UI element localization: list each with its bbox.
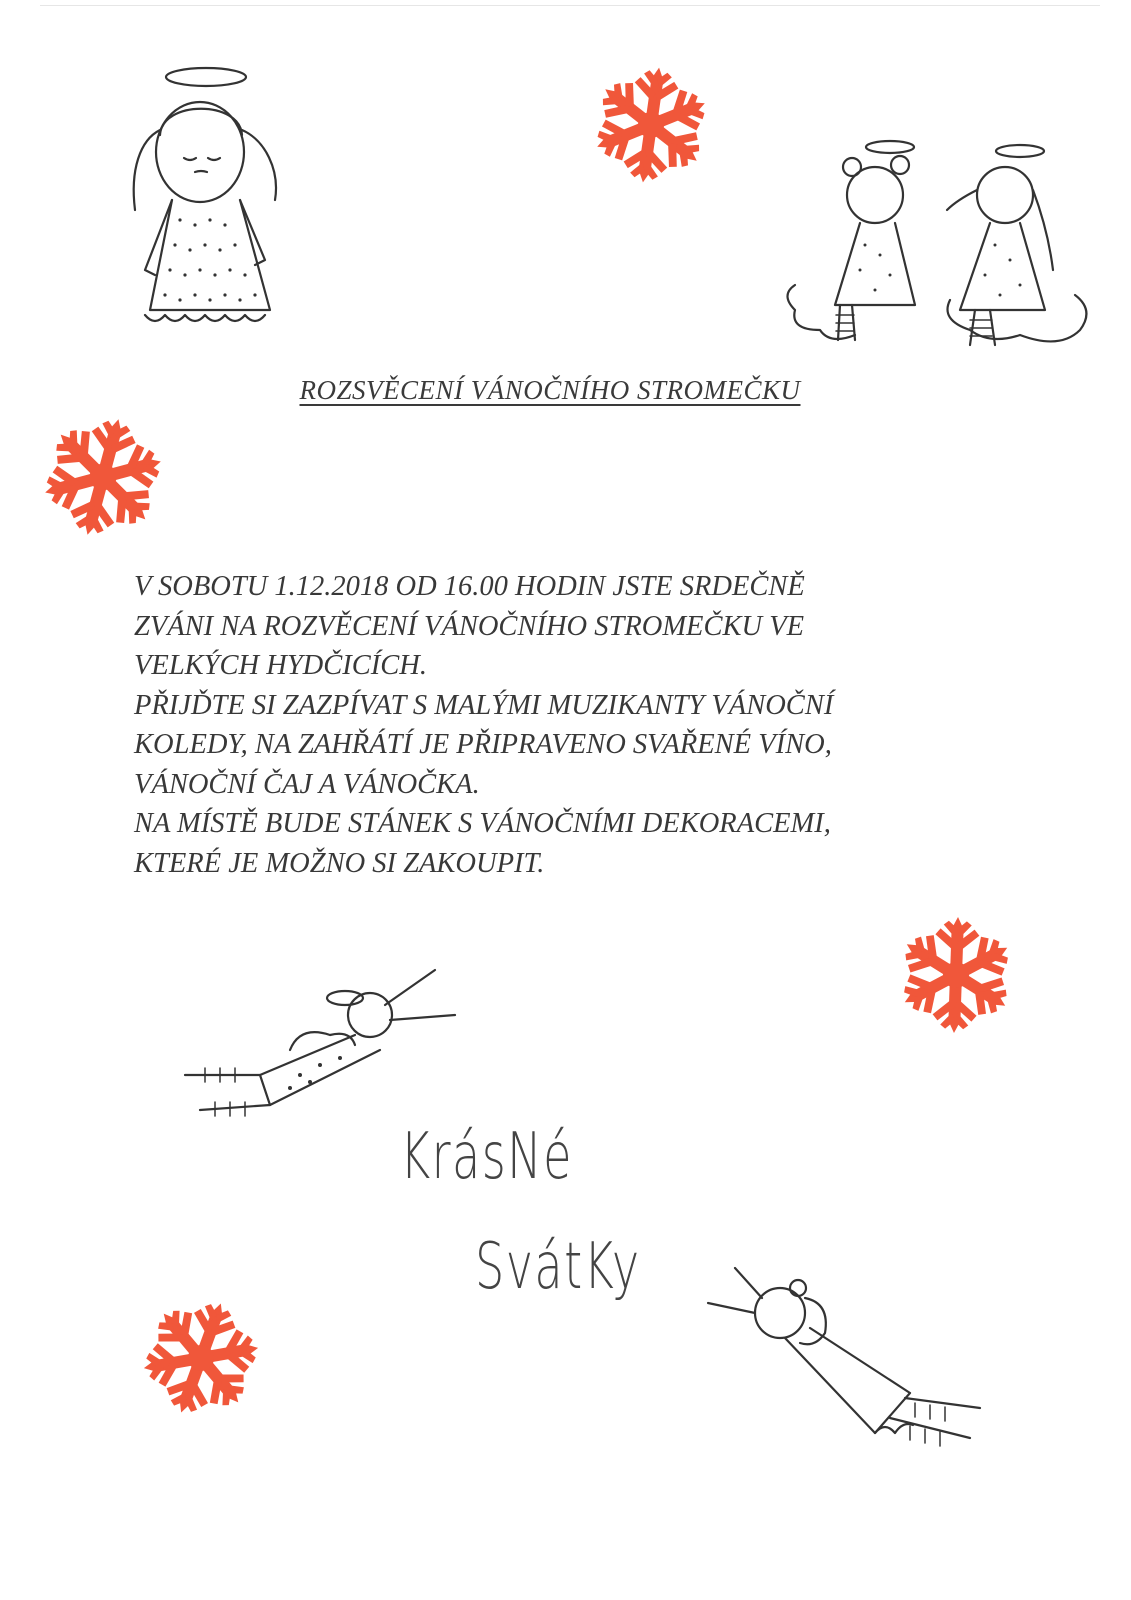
snowflake-icon (138, 1295, 264, 1421)
angel-illustration (780, 135, 1090, 360)
scan-edge-line (40, 5, 1100, 6)
text-line: NA MÍSTĚ BUDE STÁNEK S VÁNOČNÍMI DEKORACEMI, (134, 808, 831, 839)
text-line: KOLEDY, NA ZAHŘÁTÍ JE PŘIPRAVENO SVAŘENÉ VÍNO, (134, 729, 832, 760)
text-line: VÁNOČNÍ ČAJ A VÁNOČKA. (134, 768, 480, 800)
text-line: PŘIJĎTE SI ZAZPÍVAT S MALÝMI MUZIKANTY VÁNOČNÍ (134, 689, 834, 721)
snowflake-icon (588, 62, 714, 188)
text-line: ZVÁNI NA ROZVĚCENÍ VÁNOČNÍHO STROMEČKU VE (134, 610, 805, 642)
text-line: KTERÉ JE MOŽNO SI ZAKOUPIT. (134, 847, 545, 879)
text-line: VELKÝCH HYDČICÍCH. (134, 650, 427, 681)
snowflake-icon (893, 912, 1019, 1038)
greeting-line-2: SvátKy (475, 1230, 641, 1304)
greeting-line-1: KrásNé (400, 1120, 573, 1194)
page-title: ROZSVĚCENÍ VÁNOČNÍHO STROMEČKU (299, 375, 801, 405)
text-line: V SOBOTU 1.12.2018 OD 16.00 HODIN JSTE SRDEČNĚ (134, 571, 805, 602)
angel-illustration (100, 60, 300, 340)
invitation-text (134, 567, 994, 883)
angel-illustration (700, 1258, 990, 1468)
snowflake-icon (38, 412, 168, 542)
